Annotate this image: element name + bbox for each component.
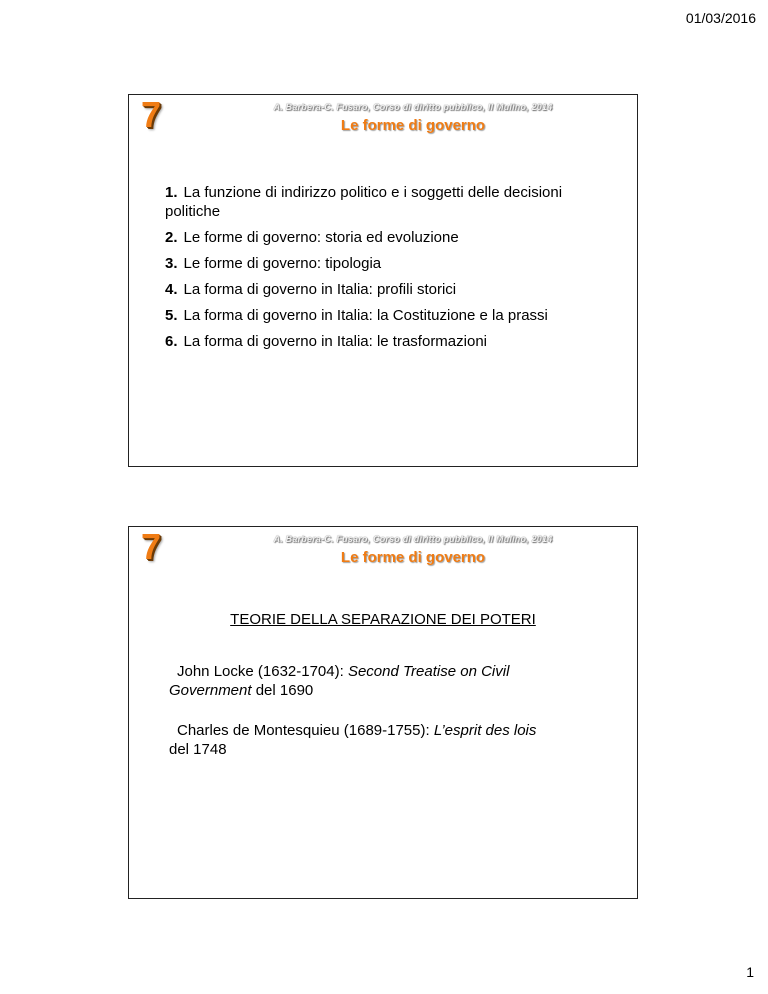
topic-list	[165, 183, 617, 358]
theory-entry-montesquieu	[169, 721, 617, 759]
slide-2	[128, 526, 638, 899]
section-heading: TEORIE DELLA SEPARAZIONE DEI POTERI	[230, 611, 536, 628]
theory-work-title: L’esprit des lois	[433, 722, 537, 739]
slide-1	[128, 94, 638, 467]
topic-text: La forma di governo in Italia: la Costituzione e la prassi	[183, 307, 548, 324]
topic-text: Le forme di governo: tipologia	[183, 255, 382, 272]
slide-number-badge: 7	[141, 526, 162, 567]
theory-work-title: Second Treatise on Civil	[347, 663, 510, 680]
topic-text: La funzione di indirizzo politico e i soggetti delle decisioni politiche	[165, 184, 563, 220]
topic-number: 1.	[165, 184, 178, 201]
page-date: 01/03/2016	[685, 10, 756, 26]
topic-number: 5.	[165, 307, 178, 324]
list-item	[165, 228, 617, 247]
theory-author: Charles de Montesquieu (1689-1755):	[177, 722, 434, 739]
topic-number: 3.	[165, 255, 178, 272]
list-item	[165, 183, 617, 221]
theory-year: del 1690	[251, 682, 314, 699]
topic-number: 4.	[165, 281, 178, 298]
theory-author: John Locke (1632-1704):	[177, 663, 348, 680]
slide-author-credit: A. Barbera-C. Fusaro, Corso di diritto pubblico, Il Mulino, 2014	[273, 534, 553, 544]
topic-text: Le forme di governo: storia ed evoluzione	[183, 229, 459, 246]
topic-text: La forma di governo in Italia: profili storici	[183, 281, 457, 298]
topic-number: 2.	[165, 229, 178, 246]
topic-number: 6.	[165, 333, 178, 350]
list-item	[165, 280, 617, 299]
theory-year: del 1748	[169, 741, 227, 758]
theory-work-title-cont: Government	[169, 682, 252, 699]
slide-author-credit: A. Barbera-C. Fusaro, Corso di diritto pubblico, Il Mulino, 2014	[273, 102, 553, 112]
topic-text: La forma di governo in Italia: le trasformazioni	[183, 333, 487, 350]
theory-entry-locke	[169, 662, 617, 700]
list-item	[165, 332, 617, 351]
slide-title: Le forme di governo	[340, 117, 486, 134]
list-item	[165, 306, 617, 325]
slide-title: Le forme di governo	[340, 549, 486, 566]
page-number: 1	[746, 964, 754, 980]
list-item	[165, 254, 617, 273]
slide-number-badge: 7	[141, 94, 162, 135]
